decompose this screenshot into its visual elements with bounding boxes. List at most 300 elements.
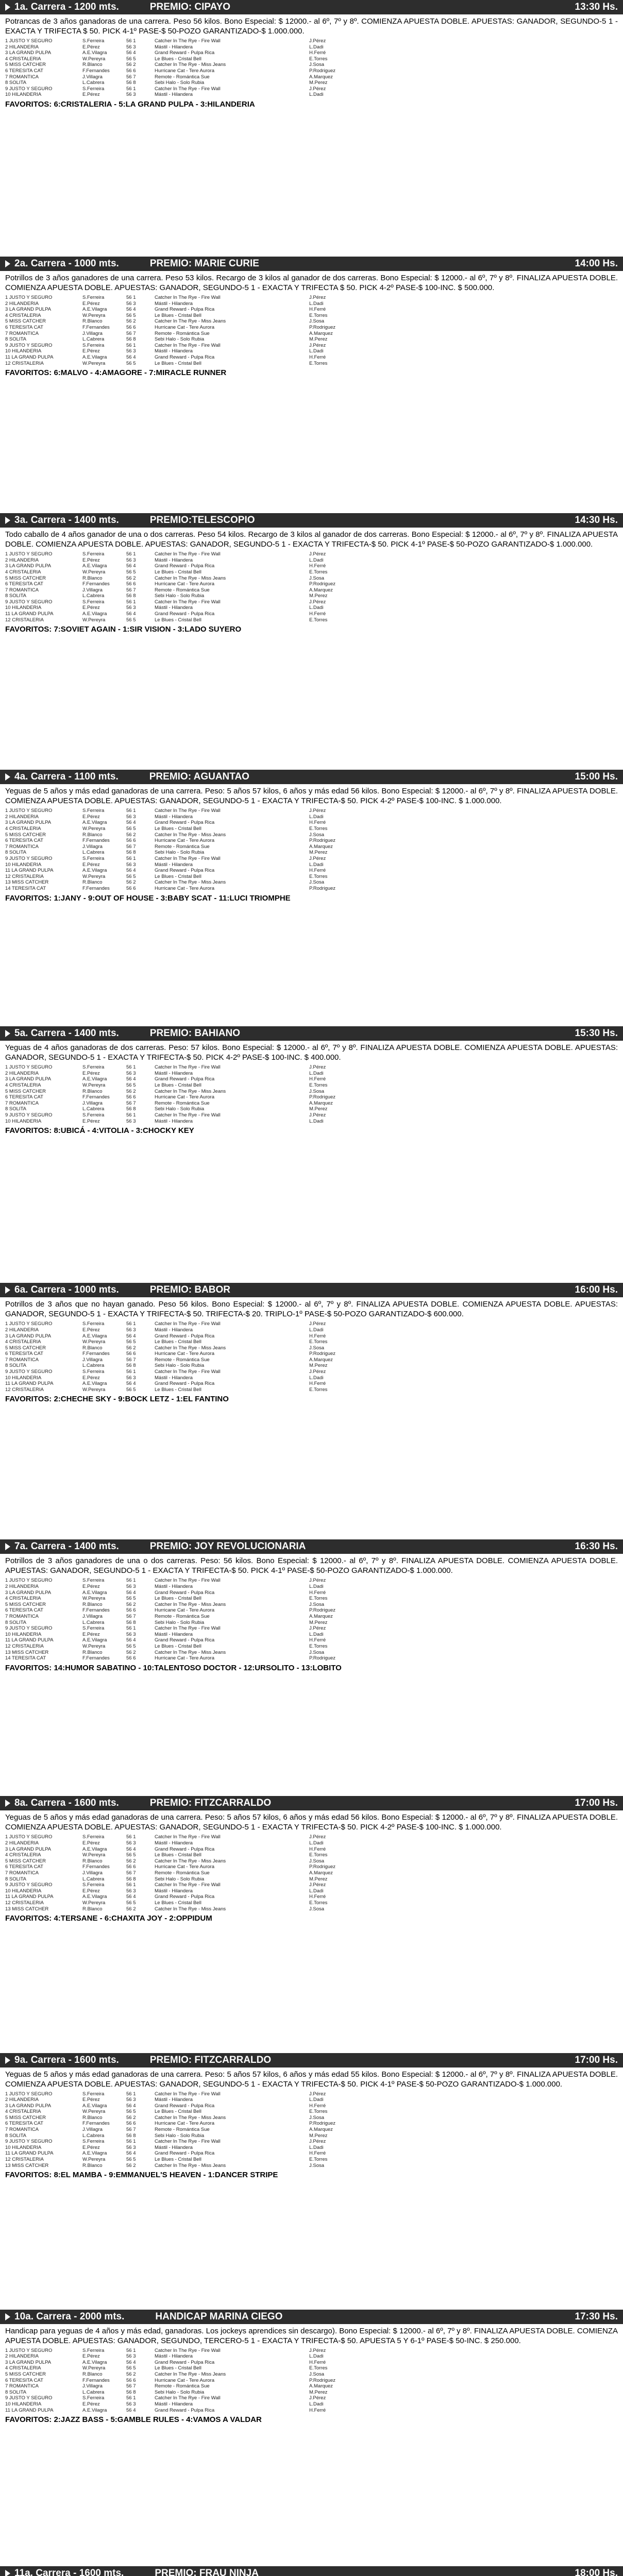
entry-cell: E.Pérez	[82, 1631, 100, 1637]
entry-cell: 14 TERESITA CAT	[5, 1655, 46, 1662]
entry-row	[5, 1089, 618, 1095]
entry-cell: S.Ferreira	[82, 2139, 105, 2145]
entry-cell: Mástil - Hilandera	[155, 300, 193, 307]
entry-row	[5, 336, 618, 343]
entry-cell: J.Sosa	[309, 1601, 325, 1607]
entry-cell: L.Dadi	[309, 1631, 324, 1637]
entry-row	[5, 1864, 618, 1870]
entry-cell: 6 TERESITA CAT	[5, 1351, 43, 1357]
entry-cell: 56 5	[126, 2109, 136, 2115]
entry-cell: 56 3	[126, 1375, 136, 1381]
entry-cell: Catcher In The Rye - Fire Wall	[155, 1369, 221, 1375]
race-prize: PREMIO: FITZCARRALDO	[149, 2054, 272, 2065]
entry-cell: 56 5	[126, 825, 136, 832]
entry-cell: 2 HILANDERIA	[5, 1070, 39, 1076]
entry-cell: J.Villagra	[82, 587, 103, 593]
entry-row	[5, 1082, 618, 1089]
entry-cell: Le Blues - Cristal Bell	[155, 1339, 201, 1345]
entry-cell: 4 CRISTALERIA	[5, 569, 41, 575]
entry-row	[5, 331, 618, 337]
favorites-line: FAVORITOS: 2:JAZZ BASS - 5:GAMBLE RULES - 4:VAMOS A VALDAR	[5, 2415, 262, 2425]
entry-cell: F.Fernandes	[82, 838, 110, 844]
race-title: 6a. Carrera - 1000 mts.	[14, 1284, 119, 1296]
entry-cell: 56 3	[126, 557, 136, 563]
race-description: Potrillos de 3 años ganadores de una carrera. Peso 53 kilos. Recargo de 3 kilos al ganador de dos carreras. Bono Especial: $ 12000.- al 6º, 7º y 8º. FINALIZA APUESTA DOBLE. COMIENZA APUESTA DOBLE. APUESTAS: GANADOR, SEGUNDO-5 1 - EXACTA Y TRIFECTA $ 50. PICK 4-2º PASE-$ 100-INC. $ 500.000.	[5, 274, 618, 293]
entry-cell: R.Blanco	[82, 2371, 103, 2377]
entry-cell: R.Blanco	[82, 1649, 103, 1655]
entry-row	[5, 1351, 618, 1357]
race-section	[0, 1283, 623, 1539]
entry-cell: H.Ferré	[309, 563, 326, 569]
entry-cell: F.Fernandes	[82, 1655, 110, 1662]
entry-cell: 56 1	[126, 2347, 136, 2353]
entry-cell: E.Torres	[309, 2157, 328, 2163]
entry-row	[5, 1625, 618, 1632]
entry-cell: A.E.Vilagra	[82, 50, 107, 56]
entry-cell: 56 1	[126, 2395, 136, 2401]
entry-cell: 11 LA GRAND PULPA	[5, 2150, 54, 2157]
entry-row	[5, 1339, 618, 1345]
entry-cell: P.Rodriguez	[309, 325, 336, 331]
entry-cell: E.Pérez	[82, 2144, 100, 2150]
race-prize: PREMIO: JOY REVOLUCIONARIA	[149, 1541, 306, 1552]
triangle-arrow-icon	[5, 260, 10, 267]
race-section	[0, 2053, 623, 2310]
entry-row	[5, 1357, 618, 1363]
entry-cell: E.Torres	[309, 825, 328, 832]
entry-cell: J.Villagra	[82, 843, 103, 850]
entry-row	[5, 1118, 618, 1125]
entry-cell: 56 3	[126, 348, 136, 354]
favorites-line: FAVORITOS: 2:CHECHE SKY - 9:BOCK LETZ - 1:EL FANTINO	[5, 1395, 229, 1404]
entry-cell: W.Pereyra	[82, 825, 106, 832]
entry-cell: 13 MISS CATCHER	[5, 879, 49, 886]
entry-cell: 56 2	[126, 1601, 136, 1607]
entry-cell: Mástil - Hilandera	[155, 2097, 193, 2103]
entry-cell: F.Fernandes	[82, 1094, 110, 1100]
entry-cell: S.Ferreira	[82, 2347, 105, 2353]
entry-cell: 56 4	[126, 868, 136, 874]
entry-cell: 56 3	[126, 605, 136, 611]
entry-cell: 1 JUSTO Y SEGURO	[5, 1578, 53, 1584]
entry-cell: Remote - Romántica Sue	[155, 1870, 210, 1876]
entry-cell: J.Pérez	[309, 1369, 326, 1375]
entry-cell: 10 HILANDERIA	[5, 1631, 42, 1637]
entry-cell: H.Ferré	[309, 2150, 326, 2157]
entry-cell: M.Perez	[309, 1619, 328, 1625]
entry-cell: 56 5	[126, 360, 136, 366]
entry-cell: Mástil - Hilandera	[155, 605, 193, 611]
entry-cell: 56 3	[126, 92, 136, 98]
entry-cell: 56 3	[126, 861, 136, 868]
entry-cell: Mástil - Hilandera	[155, 2401, 193, 2407]
entry-cell: E.Pérez	[82, 1840, 100, 1846]
entry-row	[5, 348, 618, 354]
entry-cell: Grand Reward - Pulpa Rica	[155, 2103, 215, 2109]
entry-row	[5, 868, 618, 874]
entry-cell: 6 TERESITA CAT	[5, 838, 43, 844]
race-description: Potrillos de 3 años ganadores de una o dos carreras. Peso: 56 kilos. Bono Especial: $ 12000.- al 6º, 7º y 8º. FINALIZA APUESTA DOBLE. COMIENZA APUESTA DOBLE. APUESTAS: GANADOR, SEGUNDO-5 1 - EXACTA Y TRIFECTA-$ 50. PICK 4-1º PASE-$ 50-POZO GARANTIZADO-$ 1.000.000.	[5, 1556, 618, 1575]
entry-cell: 2 HILANDERIA	[5, 300, 39, 307]
entry-cell: Le Blues - Cristal Bell	[155, 1082, 201, 1089]
entry-cell: H.Ferré	[309, 1381, 326, 1387]
entry-cell: S.Ferreira	[82, 2395, 105, 2401]
entry-cell: 56 1	[126, 855, 136, 861]
entry-cell: 56 6	[126, 1094, 136, 1100]
entry-cell: Grand Reward - Pulpa Rica	[155, 2407, 215, 2413]
entry-cell: 56 1	[126, 1834, 136, 1840]
race-header	[0, 2053, 623, 2067]
race-prize: PREMIO:TELESCOPIO	[149, 515, 255, 526]
entry-cell: 56 2	[126, 1088, 136, 1094]
entry-cell: Catcher In The Rye - Fire Wall	[155, 855, 221, 861]
entry-cell: 56 4	[126, 820, 136, 826]
entry-cell: Remote - Romántica Sue	[155, 2127, 210, 2133]
entry-cell: W.Pereyra	[82, 56, 106, 62]
race-description: Handicap para yeguas de 4 años y más edad, ganadoras. Los jockeys aprendices sin descargo). Bono Especial: $ 12000.- al 6º, 7º y 8º. FINALIZA APUESTA DOBLE. COMIENZA APUESTA DOBLE. APUESTAS: GANADOR, SEGUNDO, TERCERO-5 1 - EXACTA Y TRIFECTA-$ 50. APUESTA 5 Y 6-1º PASE-$ 50-INC. $ 250.000.	[5, 2326, 618, 2345]
entry-row	[5, 2360, 618, 2366]
entry-cell: H.Ferré	[309, 1589, 326, 1596]
entry-cell: 4 CRISTALERIA	[5, 1852, 41, 1858]
entry-cell: S.Ferreira	[82, 86, 105, 92]
entry-cell: J.Pérez	[309, 1578, 326, 1584]
entry-cell: 56 5	[126, 1643, 136, 1649]
entry-cell: Grand Reward - Pulpa Rica	[155, 1894, 215, 1900]
entry-row	[5, 1584, 618, 1590]
entry-cell: Mástil - Hilandera	[155, 1327, 193, 1333]
favorites-line: FAVORITOS: 8:UBICÁ - 4:VITOLIA - 3:CHOCKY KEY	[5, 1126, 194, 1136]
entry-cell: Grand Reward - Pulpa Rica	[155, 1381, 215, 1387]
race-prize: PREMIO: BABOR	[149, 1284, 231, 1296]
entry-cell: 56 6	[126, 885, 136, 891]
entry-cell: 56 7	[126, 843, 136, 850]
entry-cell: 56 4	[126, 1381, 136, 1387]
entry-cell: S.Ferreira	[82, 295, 105, 301]
entry-cell: J.Pérez	[309, 1882, 326, 1888]
favorites-line: FAVORITOS: 14:HUMOR SABATINO - 10:TALENTOSO DOCTOR - 12:URSOLITO - 13:LOBITO	[5, 1663, 342, 1672]
entry-cell: Catcher In The Rye - Fire Wall	[155, 342, 221, 348]
entry-row	[5, 2109, 618, 2115]
entry-cell: A.Marquez	[309, 843, 333, 850]
entry-cell: L.Dadi	[309, 1070, 324, 1076]
race-section	[0, 1539, 623, 1796]
entry-cell: M.Perez	[309, 850, 328, 856]
entry-cell: P.Rodriguez	[309, 1655, 336, 1662]
entry-cell: 56 2	[126, 318, 136, 325]
entry-cell: 56 1	[126, 2139, 136, 2145]
entry-cell: 56 7	[126, 2127, 136, 2133]
entry-cell: Mástil - Hilandera	[155, 814, 193, 820]
entry-cell: Remote - Romántica Sue	[155, 587, 210, 593]
entry-cell: 56 8	[126, 850, 136, 856]
entry-cell: E.Pérez	[82, 348, 100, 354]
entry-cell: 7 ROMANTICA	[5, 1613, 39, 1619]
race-header	[0, 770, 623, 784]
entry-cell: E.Pérez	[82, 44, 100, 50]
entry-cell: 9 JUSTO Y SEGURO	[5, 2395, 53, 2401]
entry-row	[5, 68, 618, 74]
entry-cell: F.Fernandes	[82, 67, 110, 74]
entry-cell: 3 LA GRAND PULPA	[5, 563, 52, 569]
entry-cell: A.E.Vilagra	[82, 611, 107, 617]
entry-row	[5, 1578, 618, 1584]
entry-cell: 1 JUSTO Y SEGURO	[5, 2091, 53, 2097]
entry-row	[5, 1381, 618, 1387]
race-time: 17:30 Hs.	[575, 2311, 618, 2322]
entry-row	[5, 313, 618, 319]
entry-cell: 5 MISS CATCHER	[5, 2114, 46, 2121]
entry-cell: Le Blues - Cristal Bell	[155, 2109, 201, 2115]
entry-cell: 56 6	[126, 2377, 136, 2383]
entry-cell: 4 CRISTALERIA	[5, 1596, 41, 1602]
entry-row	[5, 325, 618, 331]
entry-cell: F.Fernandes	[82, 2121, 110, 2127]
entry-cell: E.Pérez	[82, 1118, 100, 1124]
entry-cell: L.Dadi	[309, 2144, 324, 2150]
entry-cell: 7 ROMANTICA	[5, 74, 39, 80]
entry-cell: M.Perez	[309, 336, 328, 343]
entry-cell: F.Fernandes	[82, 1351, 110, 1357]
entry-cell: 56 4	[126, 1894, 136, 1900]
entry-cell: 56 7	[126, 587, 136, 593]
entry-cell: J.Pérez	[309, 38, 326, 44]
race-section	[0, 0, 623, 257]
entry-row	[5, 1076, 618, 1082]
entry-cell: R.Blanco	[82, 318, 103, 325]
entry-cell: H.Ferré	[309, 2103, 326, 2109]
entry-cell: R.Blanco	[82, 832, 103, 838]
entries-list	[0, 1321, 623, 1393]
entry-cell: 9 JUSTO Y SEGURO	[5, 342, 53, 348]
entry-cell: A.E.Vilagra	[82, 563, 107, 569]
entry-cell: Grand Reward - Pulpa Rica	[155, 1333, 215, 1339]
race-prize: PREMIO: AGUANTAO	[149, 771, 249, 783]
entry-row	[5, 1064, 618, 1071]
entry-cell: M.Perez	[309, 1876, 328, 1882]
entry-cell: Sebi Halo - Solo Rubia	[155, 2132, 205, 2139]
entry-row	[5, 2097, 618, 2103]
entry-cell: L.Dadi	[309, 92, 324, 98]
entry-cell: E.Pérez	[82, 2097, 100, 2103]
entry-cell: 7 ROMANTICA	[5, 2383, 39, 2389]
entry-cell: E.Pérez	[82, 2401, 100, 2407]
race-time: 14:30 Hs.	[575, 515, 618, 526]
entry-row	[5, 354, 618, 361]
race-time: 15:00 Hs.	[575, 771, 618, 783]
race-prize: PREMIO: FITZCARRALDO	[149, 1798, 272, 1809]
entry-cell: W.Pereyra	[82, 1900, 106, 1906]
entry-cell: A.E.Vilagra	[82, 2359, 107, 2365]
entry-cell: S.Ferreira	[82, 38, 105, 44]
entry-cell: 56 4	[126, 50, 136, 56]
entry-cell: A.E.Vilagra	[82, 1076, 107, 1082]
entry-cell: 56 1	[126, 551, 136, 557]
entry-cell: R.Blanco	[82, 1906, 103, 1912]
entry-cell: Sebi Halo - Solo Rubia	[155, 1106, 205, 1112]
entry-cell: Sebi Halo - Solo Rubia	[155, 850, 205, 856]
entry-cell: Catcher In The Rye - Miss Jeans	[155, 1906, 226, 1912]
entry-row	[5, 2378, 618, 2384]
entry-cell: 3 LA GRAND PULPA	[5, 2103, 52, 2109]
entry-cell: 56 4	[126, 2407, 136, 2413]
entry-cell: Grand Reward - Pulpa Rica	[155, 2359, 215, 2365]
entry-cell: E.Torres	[309, 2109, 328, 2115]
triangle-arrow-icon	[5, 2313, 10, 2320]
entry-row	[5, 2365, 618, 2371]
entry-cell: Remote - Romántica Sue	[155, 1613, 210, 1619]
race-time: 16:30 Hs.	[575, 1541, 618, 1552]
entry-cell: 56 6	[126, 1655, 136, 1662]
entry-cell: S.Ferreira	[82, 808, 105, 814]
entry-row	[5, 1858, 618, 1865]
entry-cell: Remote - Romántica Sue	[155, 843, 210, 850]
entry-cell: 56 8	[126, 336, 136, 343]
entry-row	[5, 2157, 618, 2163]
entry-cell: Hurricane Cat - Tere Aurora	[155, 1607, 214, 1614]
entry-cell: S.Ferreira	[82, 599, 105, 605]
entry-row	[5, 1100, 618, 1107]
entry-cell: 56 1	[126, 1625, 136, 1632]
entry-cell: R.Blanco	[82, 1601, 103, 1607]
race-description: Yeguas de 4 años ganadoras de dos carreras. Peso: 57 kilos. Bono Especial: $ 12000.- al 6º, 7º y 8º. FINALIZA APUESTA DOBLE. COMIENZA APUESTA DOBLE. APUESTAS: GANADOR, SEGUNDO-5 1 - EXACTA Y TRIFECTA-$ 50. PICK 4-2º PASE-$ 100-INC. $ 400.000.	[5, 1043, 618, 1062]
entry-cell: A.Marquez	[309, 1613, 333, 1619]
entry-cell: 56 7	[126, 1100, 136, 1106]
entry-cell: P.Rodriguez	[309, 581, 336, 587]
entry-cell: Catcher In The Rye - Fire Wall	[155, 599, 221, 605]
entry-cell: Catcher In The Rye - Miss Jeans	[155, 1088, 226, 1094]
entry-cell: 9 JUSTO Y SEGURO	[5, 1369, 53, 1375]
entry-cell: 56 4	[126, 1333, 136, 1339]
entry-row	[5, 1846, 618, 1853]
entry-cell: Grand Reward - Pulpa Rica	[155, 2150, 215, 2157]
entry-row	[5, 1643, 618, 1650]
entry-cell: P.Rodriguez	[309, 1864, 336, 1870]
entry-cell: E.Torres	[309, 1082, 328, 1089]
entry-cell: A.Marquez	[309, 587, 333, 593]
entry-cell: 9 JUSTO Y SEGURO	[5, 599, 53, 605]
race-description: Yeguas de 5 años y más edad ganadoras de una carrera. Peso: 5 años 57 kilos, 6 años y más edad 56 kilos. Bono Especial: $ 12000.- al 6º, 7º y 8º. FINALIZA APUESTA DOBLE. COMIENZA APUESTA DOBLE. APUESTAS: GANADOR, SEGUNDO-5 1 - EXACTA Y TRIFECTA-$ 50. PICK 4-2º PASE-$ 100-INC. $ 1.000.000.	[5, 787, 618, 806]
entry-cell: 56 5	[126, 56, 136, 62]
entry-row	[5, 605, 618, 611]
entry-cell: L.Dadi	[309, 1375, 324, 1381]
entry-cell: L.Dadi	[309, 2401, 324, 2407]
entry-cell: F.Fernandes	[82, 325, 110, 331]
entry-row	[5, 295, 618, 301]
entry-row	[5, 557, 618, 564]
entry-cell: 56 7	[126, 1870, 136, 1876]
entry-cell: Sebi Halo - Solo Rubia	[155, 2389, 205, 2395]
entry-cell: Le Blues - Cristal Bell	[155, 825, 201, 832]
entry-cell: 9 JUSTO Y SEGURO	[5, 1625, 53, 1632]
entry-cell: 12 CRISTALERIA	[5, 1643, 44, 1649]
entry-row	[5, 563, 618, 569]
entry-cell: Sebi Halo - Solo Rubia	[155, 336, 205, 343]
entry-cell: 56 5	[126, 312, 136, 318]
entry-cell: 7 ROMANTICA	[5, 330, 39, 336]
entry-cell: E.Torres	[309, 56, 328, 62]
race-section	[0, 257, 623, 513]
entry-cell: A.E.Vilagra	[82, 1894, 107, 1900]
entry-cell: Le Blues - Cristal Bell	[155, 1900, 201, 1906]
entry-cell: H.Ferré	[309, 2359, 326, 2365]
entry-cell: 8 SOLITA	[5, 2132, 27, 2139]
entry-cell: S.Ferreira	[82, 1112, 105, 1118]
race-description: Potrancas de 3 años ganadoras de una carrera. Peso 56 kilos. Bono Especial: $ 12000.- al 6º, 7º y 8º. COMIENZA APUESTA DOBLE. APUESTAS: GANADOR, SEGUNDO-5 1 - EXACTA Y TRIFECTA $ 50. PICK 4-1º PASE-$ 50-POZO GARANTIZADO-$ 1.000.000.	[5, 17, 618, 36]
entry-cell: 3 LA GRAND PULPA	[5, 1589, 52, 1596]
entry-cell: Catcher In The Rye - Miss Jeans	[155, 1649, 226, 1655]
entry-cell: 56 6	[126, 67, 136, 74]
entry-cell: W.Pereyra	[82, 873, 106, 879]
entry-cell: 2 HILANDERIA	[5, 557, 39, 563]
entry-cell: Grand Reward - Pulpa Rica	[155, 563, 215, 569]
entry-cell: W.Pereyra	[82, 1386, 106, 1393]
entry-cell: Mástil - Hilandera	[155, 92, 193, 98]
entry-cell: 11 LA GRAND PULPA	[5, 868, 54, 874]
race-title: 10a. Carrera - 2000 mts.	[14, 2311, 125, 2322]
entry-cell: 56 3	[126, 1118, 136, 1124]
entry-cell: Remote - Romántica Sue	[155, 2383, 210, 2389]
entry-cell: 10 HILANDERIA	[5, 1888, 42, 1894]
entry-cell: Le Blues - Cristal Bell	[155, 360, 201, 366]
entry-row	[5, 92, 618, 98]
entry-cell: J.Sosa	[309, 2371, 325, 2377]
entry-cell: Catcher In The Rye - Miss Jeans	[155, 2114, 226, 2121]
entry-row	[5, 1596, 618, 1602]
entries-list	[0, 808, 623, 891]
entry-row	[5, 1607, 618, 1614]
entry-cell: Catcher In The Rye - Fire Wall	[155, 1578, 221, 1584]
entry-cell: 2 HILANDERIA	[5, 44, 39, 50]
entry-cell: L.Dadi	[309, 605, 324, 611]
entry-cell: 56 2	[126, 62, 136, 68]
entry-row	[5, 569, 618, 575]
entry-cell: W.Pereyra	[82, 2157, 106, 2163]
entry-cell: 56 1	[126, 1369, 136, 1375]
entry-cell: E.Torres	[309, 360, 328, 366]
entry-cell: 56 7	[126, 1613, 136, 1619]
entry-cell: 11 LA GRAND PULPA	[5, 354, 54, 360]
entry-cell: J.Pérez	[309, 599, 326, 605]
entry-cell: L.Cabrera	[82, 336, 105, 343]
entry-cell: 11 LA GRAND PULPA	[5, 1637, 54, 1643]
entry-cell: J.Pérez	[309, 1112, 326, 1118]
entry-cell: J.Sosa	[309, 1088, 325, 1094]
entry-row	[5, 1834, 618, 1840]
race-header	[0, 0, 623, 14]
entry-cell: 56 3	[126, 1327, 136, 1333]
entry-cell: S.Ferreira	[82, 342, 105, 348]
race-title: 4a. Carrera - 1100 mts.	[14, 771, 119, 783]
entry-row	[5, 2395, 618, 2401]
entry-cell: Catcher In The Rye - Fire Wall	[155, 1064, 221, 1071]
entry-cell: Grand Reward - Pulpa Rica	[155, 820, 215, 826]
entry-cell: Sebi Halo - Solo Rubia	[155, 593, 205, 599]
entry-cell: 12 CRISTALERIA	[5, 873, 44, 879]
entry-cell: 5 MISS CATCHER	[5, 832, 46, 838]
entry-cell: J.Villagra	[82, 1357, 103, 1363]
entry-cell: E.Torres	[309, 1386, 328, 1393]
entry-cell: H.Ferré	[309, 1076, 326, 1082]
entries-list	[0, 38, 623, 98]
entry-row	[5, 2145, 618, 2151]
entry-row	[5, 1071, 618, 1077]
entry-cell: 4 CRISTALERIA	[5, 1339, 41, 1345]
entry-cell: 56 7	[126, 2383, 136, 2389]
entry-cell: A.E.Vilagra	[82, 1381, 107, 1387]
entry-cell: A.E.Vilagra	[82, 1333, 107, 1339]
race-header	[0, 1539, 623, 1554]
entry-cell: 56 3	[126, 44, 136, 50]
